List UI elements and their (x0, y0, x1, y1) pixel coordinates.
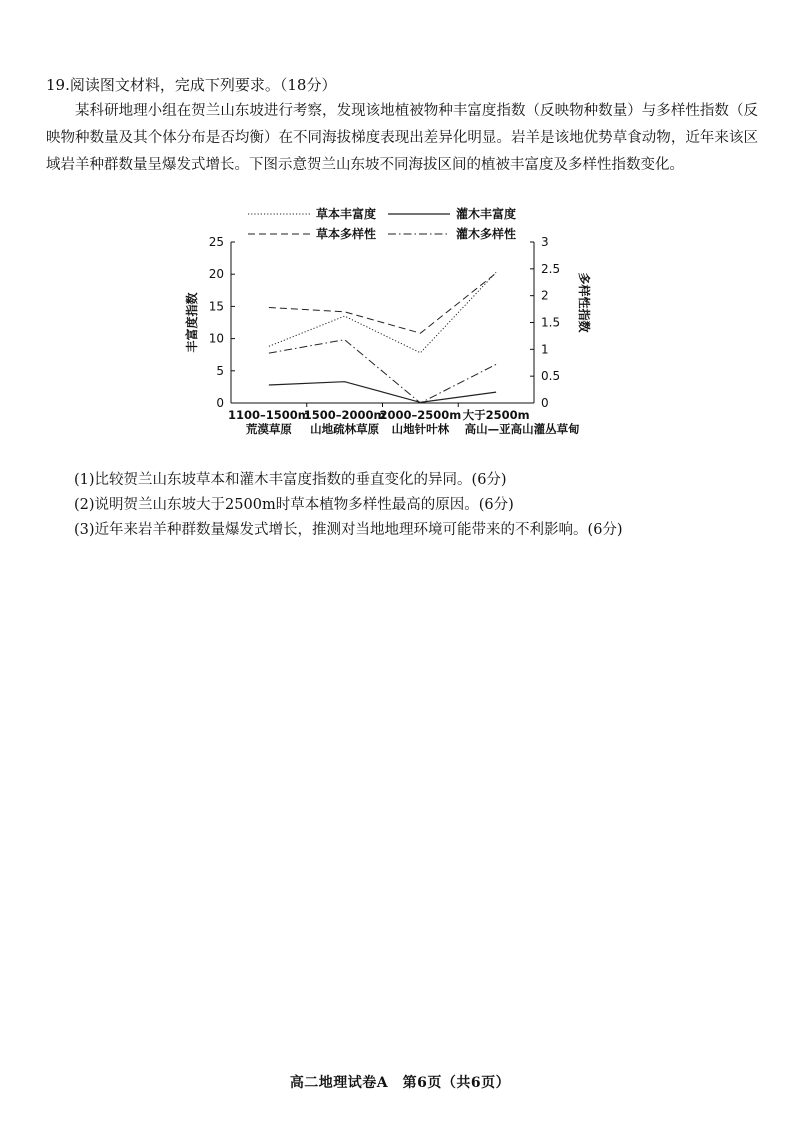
right-tick-label: 1.5 (541, 315, 561, 330)
right-tick-label: 0.5 (541, 369, 561, 384)
series-line-3 (269, 273, 496, 333)
chart-axes (231, 242, 534, 407)
y-axis-label: 丰富度指数 (185, 292, 199, 353)
left-tick-label: 10 (208, 331, 224, 346)
question-title: 19.阅读图文材料，完成下列要求。（18分） (46, 76, 337, 94)
legend-label: 草本多样性 (316, 227, 377, 241)
series-line-1 (269, 272, 496, 353)
chart-labels (184, 235, 592, 436)
question-passage: 某科研地理小组在贺兰山东坡进行考察，发现该地植被物种丰富度指数（反映物种数量）与多样性指数（反映物种数量及其个体分布是否均衡）在不同海拔梯度表现出差异化明显。岩羊是该地优势草食动物，近年来该区域岩羊种群数量呈爆发式增长。下图示意贺兰山东坡不同海拔区间的植被丰富度及多样性指数变化。 (46, 103, 758, 173)
subquestion-3: (3)近年来岩羊种群数量爆发式增长，推测对当地地理环境可能带来的不利影响。(6分) (74, 522, 623, 538)
legend-label: 灌木丰富度 (456, 207, 517, 221)
x-tick-label: 1100–1500m (228, 408, 310, 422)
chart-series (269, 272, 496, 403)
chart-legend (248, 206, 516, 241)
legend-label: 灌木多样性 (456, 227, 517, 241)
x-tick-label: 1500–2000m (303, 408, 386, 422)
x-sublabel: 山地针叶林 (391, 422, 450, 436)
right-tick-label: 0 (541, 396, 549, 410)
x-sublabel: 高山—亚高山灌丛草甸 (464, 422, 580, 436)
left-tick-label: 5 (216, 363, 224, 378)
right-tick-label: 3 (541, 235, 549, 249)
page-footer: 高二地理试卷A 第6页（共6页） (289, 1075, 511, 1091)
left-tick-label: 25 (208, 235, 224, 249)
right-tick-label: 2 (541, 288, 549, 303)
right-tick-label: 2.5 (541, 261, 561, 276)
x-sublabel: 山地疏林草原 (310, 422, 380, 436)
left-tick-label: 15 (208, 299, 224, 314)
x-tick-label: 2000–2500m (379, 408, 462, 422)
left-tick-label: 20 (208, 267, 224, 282)
x-tick-label: 大于2500m (462, 408, 530, 422)
series-line-2 (269, 382, 496, 403)
subquestion-1: (1)比较贺兰山东坡草本和灌木丰富度指数的垂直变化的异同。(6分) (74, 472, 507, 488)
subquestion-2: (2)说明贺兰山东坡大于2500m时草本植物多样性最高的原因。(6分) (74, 497, 514, 513)
left-tick-label: 0 (216, 396, 224, 410)
legend-label: 草本丰富度 (316, 207, 377, 221)
y2-axis-label: 多样性指数 (577, 272, 591, 333)
right-tick-label: 1 (541, 342, 549, 357)
vegetation-index-chart (176, 200, 626, 440)
x-sublabel: 荒漠草原 (245, 422, 292, 436)
series-line-4 (269, 340, 496, 403)
